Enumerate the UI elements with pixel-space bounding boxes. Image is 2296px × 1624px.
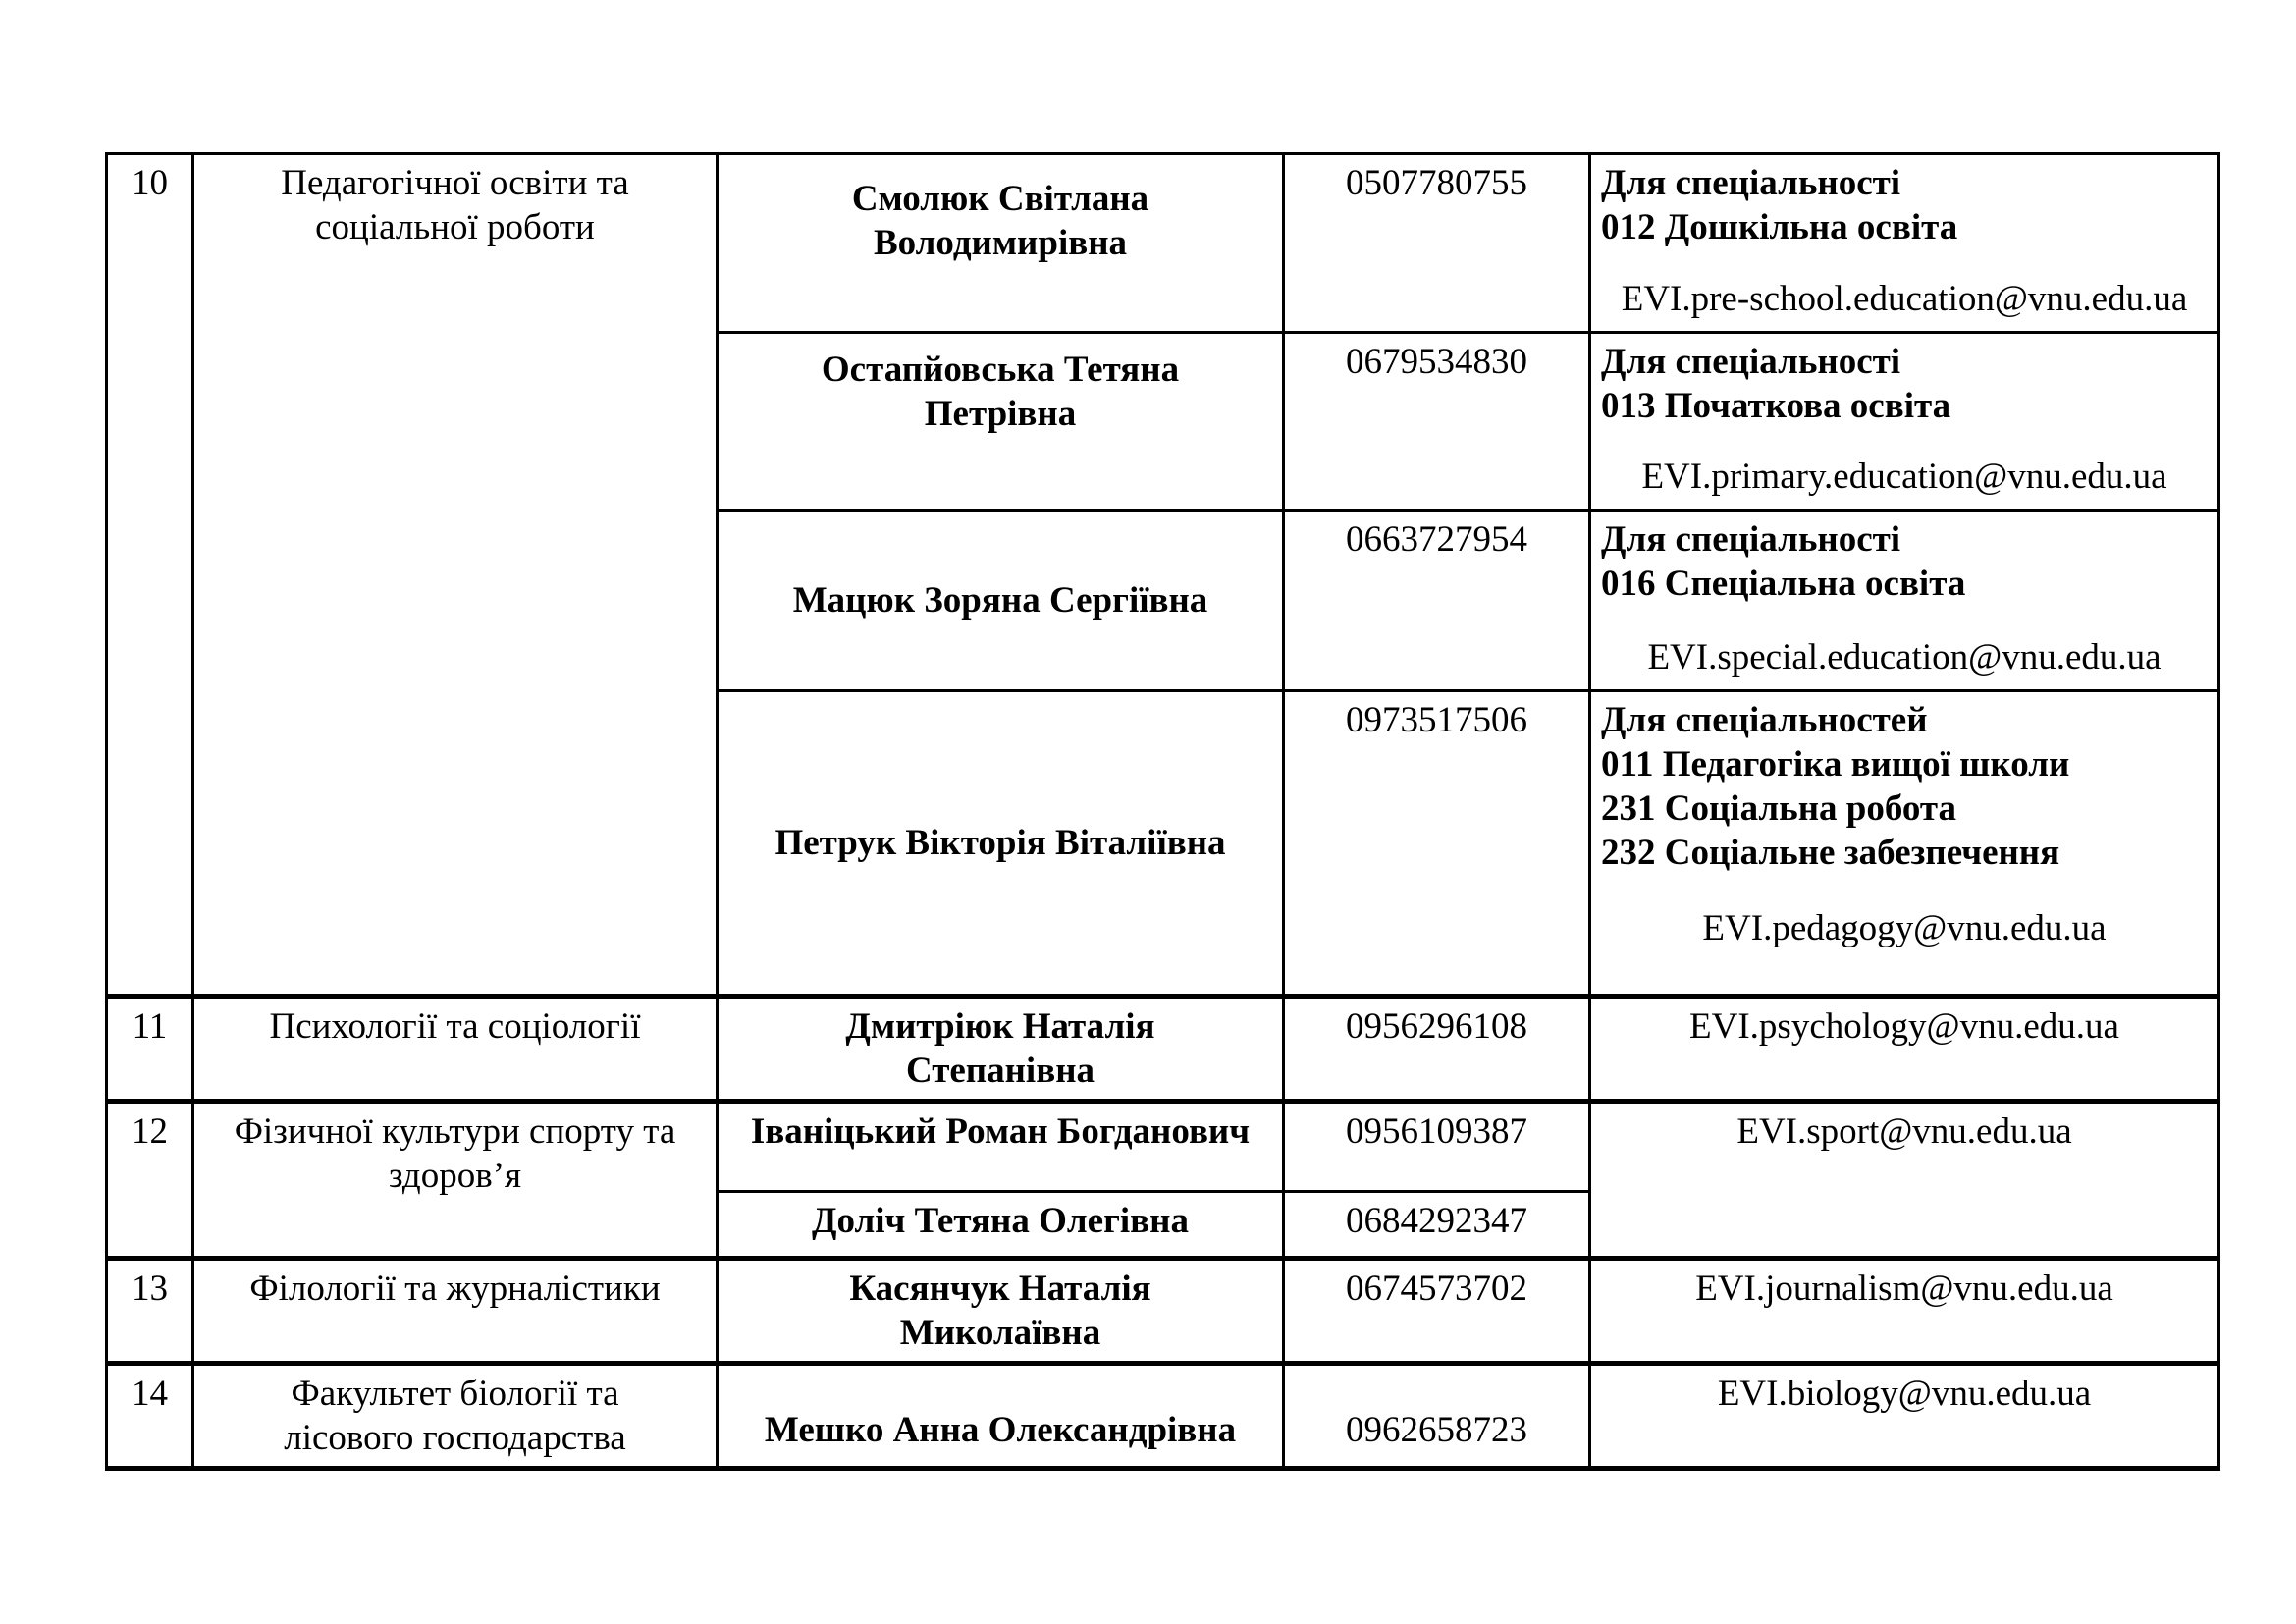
phone-number: 0674573702 [1346, 1269, 1527, 1309]
specialty-line: Для спеціальності [1601, 342, 1901, 382]
email-address: EVI.special.education@vnu.edu.ua [1647, 637, 2162, 677]
phone-cell [1284, 1102, 1590, 1192]
email-address: EVI.pre-school.education@vnu.edu.ua [1621, 279, 2188, 319]
phone-number: 0507780755 [1346, 163, 1527, 203]
email-address: EVI.biology@vnu.edu.ua [1717, 1374, 2092, 1414]
contact-name-cell [718, 511, 1284, 691]
contact-name-cell [718, 997, 1284, 1102]
contact-name-cell [718, 1102, 1284, 1192]
specialty-lines [1601, 161, 2208, 249]
row-number: 12 [132, 1111, 168, 1152]
specialty-line: 013 Початкова освіта [1601, 386, 1951, 426]
contact-name-line: Мешко Анна Олександрівна [764, 1410, 1237, 1450]
phone-number: 0684292347 [1346, 1201, 1527, 1241]
faculty-line: Факультет біології та [291, 1374, 619, 1414]
contact-name-line: Дмитріюк Наталія [845, 1006, 1155, 1047]
phone-number: 0679534830 [1346, 342, 1527, 382]
contact-name-line: Петрівна [924, 394, 1077, 434]
row-number: 13 [132, 1269, 168, 1309]
faculty-cell [193, 1102, 718, 1259]
email-cell [1590, 1259, 2219, 1364]
specialty-email-cell [1590, 691, 2219, 997]
faculty-line: Педагогічної освіти та [281, 163, 629, 203]
contact-name-line: Петрук Вікторія Віталіївна [774, 823, 1226, 863]
row-number-cell [107, 1102, 193, 1259]
specialty-lines [1601, 517, 2208, 606]
email-address: EVI.sport@vnu.edu.ua [1736, 1111, 2072, 1152]
row-number: 14 [132, 1374, 168, 1414]
specialty-line: 232 Соціальне забезпечення [1601, 833, 2060, 873]
phone-cell [1284, 691, 1590, 997]
phone-cell [1284, 1364, 1590, 1469]
row-number: 10 [132, 163, 168, 203]
specialty-line: 011 Педагогіка вищої школи [1601, 744, 2070, 785]
faculty-line: Філології та журналістики [249, 1269, 661, 1309]
email-address: EVI.primary.education@vnu.edu.ua [1641, 457, 2167, 497]
email-address: EVI.journalism@vnu.edu.ua [1695, 1269, 2113, 1309]
phone-cell [1284, 511, 1590, 691]
phone-number: 0663727954 [1346, 519, 1527, 560]
contact-name-cell [718, 1259, 1284, 1364]
phone-number: 0956109387 [1346, 1111, 1527, 1152]
phone-cell [1284, 997, 1590, 1102]
phone-number: 0973517506 [1346, 700, 1527, 740]
specialty-line: Для спеціальності [1601, 519, 1901, 560]
email-address: EVI.pedagogy@vnu.edu.ua [1702, 908, 2107, 948]
contact-name-line: Касянчук Наталія [849, 1269, 1151, 1309]
row-number: 11 [132, 1006, 168, 1047]
contact-name-cell [718, 154, 1284, 333]
phone-cell [1284, 1259, 1590, 1364]
faculty-cell [193, 1364, 718, 1469]
faculty-line: здоров’я [388, 1156, 522, 1196]
phone-cell [1284, 154, 1590, 333]
contact-name-cell [718, 333, 1284, 511]
specialty-line: Для спеціальностей [1601, 700, 1928, 740]
specialty-lines [1601, 340, 2208, 428]
contact-name-cell [718, 1192, 1284, 1259]
faculty-line: лісового господарства [284, 1418, 626, 1458]
contact-name-cell [718, 691, 1284, 997]
contact-name-line: Миколаївна [899, 1313, 1101, 1353]
specialty-email-cell [1590, 154, 2219, 333]
specialty-line: Для спеціальності [1601, 163, 1901, 203]
email-cell [1590, 1364, 2219, 1469]
faculty-cell [193, 154, 718, 997]
contact-name-line: Степанівна [905, 1051, 1095, 1091]
phone-number: 0962658723 [1346, 1410, 1527, 1450]
contact-name-line: Смолюк Світлана [851, 179, 1149, 219]
contact-name-line: Іваніцький Роман Богданович [750, 1111, 1251, 1152]
email-cell [1590, 997, 2219, 1102]
contacts-table [105, 152, 2220, 1471]
phone-cell [1284, 333, 1590, 511]
contact-name-cell [718, 1364, 1284, 1469]
phone-cell [1284, 1192, 1590, 1259]
email-cell [1590, 1102, 2219, 1259]
faculty-line: Фізичної культури спорту та [234, 1111, 676, 1152]
specialty-line: 231 Соціальна робота [1601, 788, 1957, 829]
specialty-lines [1601, 698, 2208, 875]
faculty-cell [193, 997, 718, 1102]
specialty-email-cell [1590, 511, 2219, 691]
phone-number: 0956296108 [1346, 1006, 1527, 1047]
row-number-cell [107, 1364, 193, 1469]
contact-name-line: Остапйовська Тетяна [821, 350, 1180, 390]
contact-name-line: Мацюк Зоряна Сергіївна [792, 580, 1208, 621]
faculty-cell [193, 1259, 718, 1364]
email-address: EVI.psychology@vnu.edu.ua [1689, 1006, 2119, 1047]
row-number-cell [107, 154, 193, 997]
contact-name-line: Володимирівна [873, 223, 1128, 263]
row-number-cell [107, 997, 193, 1102]
row-number-cell [107, 1259, 193, 1364]
faculty-line: Психології та соціології [269, 1006, 641, 1047]
faculty-line: соціальної роботи [315, 207, 595, 247]
specialty-email-cell [1590, 333, 2219, 511]
contact-name-line: Доліч Тетяна Олегівна [812, 1201, 1189, 1241]
specialty-line: 016 Спеціальна освіта [1601, 564, 1966, 604]
specialty-line: 012 Дошкільна освіта [1601, 207, 1958, 247]
